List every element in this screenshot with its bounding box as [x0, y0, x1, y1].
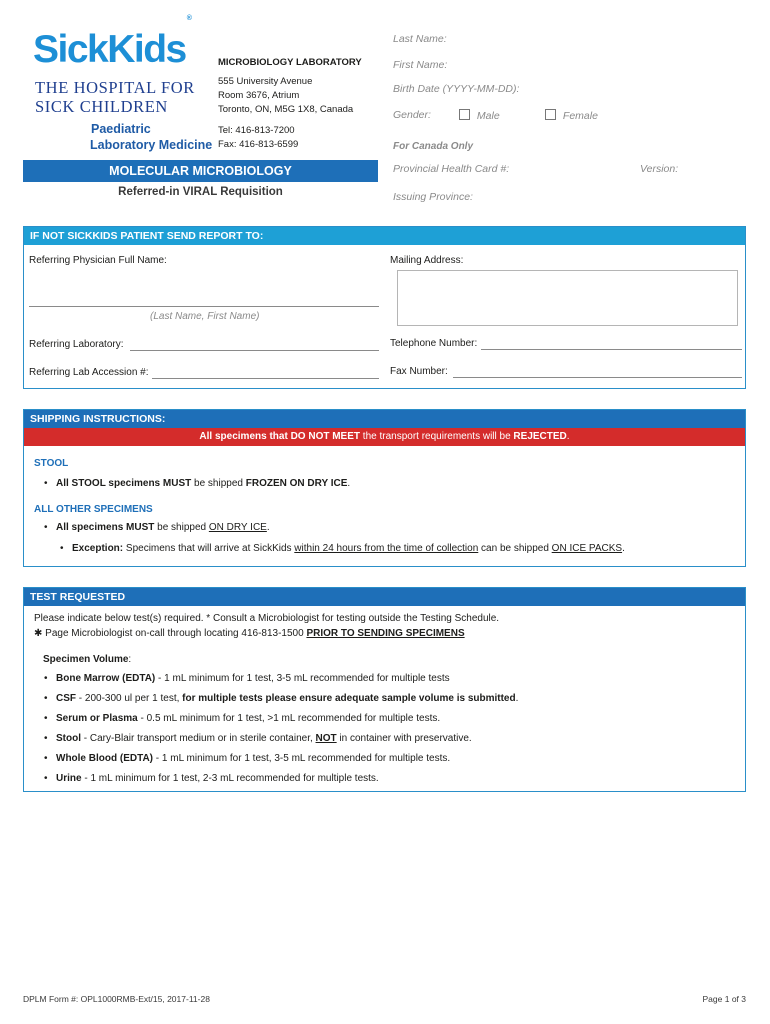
- exception-part-a: Exception:: [72, 543, 124, 554]
- mailing-address-label: Mailing Address:: [390, 255, 464, 266]
- sickkids-logo: [33, 15, 191, 71]
- warning-part-b: DO NOT MEET: [290, 431, 361, 442]
- exception-part-f: .: [622, 543, 625, 554]
- stool-part-c: FROZEN ON DRY ICE: [245, 478, 348, 489]
- list-item: • Urine - 1 mL minimum for 1 test, 2-3 mL recommended for multiple tests.: [44, 773, 379, 784]
- other-specimens-heading: ALL OTHER SPECIMENS: [34, 504, 153, 515]
- list-item: • Stool - Cary-Blair transport medium or in sterile container, NOT in container with preservative.: [44, 733, 472, 744]
- specimen-detail: - Cary-Blair transport medium or in sterile container,: [81, 733, 316, 744]
- specimen-name: Urine: [56, 773, 82, 784]
- hospital-name-line1: THE HOSPITAL FOR: [35, 78, 195, 97]
- other-specimens-instruction: • All specimens MUST be shipped ON DRY ICE.: [44, 522, 270, 533]
- other-part-d: .: [266, 522, 270, 533]
- first-name-label: First Name:: [393, 59, 448, 71]
- page-microbiologist-note: [34, 628, 465, 639]
- specimen-name: Serum or Plasma: [56, 713, 138, 724]
- other-part-c: ON DRY ICE: [208, 522, 267, 533]
- rejection-warning: [24, 428, 745, 446]
- male-label: Male: [476, 110, 500, 122]
- other-part-b: be shipped: [154, 522, 209, 533]
- address-line1: 555 University Avenue: [218, 76, 313, 87]
- name-format-hint: (Last Name, First Name): [150, 311, 260, 322]
- report-to-heading: IF NOT SICKKIDS PATIENT SEND REPORT TO:: [24, 227, 745, 245]
- logo-text: SickKids: [33, 28, 186, 71]
- fax-label: Fax Number:: [390, 366, 448, 377]
- page-number: Page 1 of 3: [702, 994, 746, 1004]
- specimen-tail: in container with preservative.: [336, 733, 472, 744]
- specimen-detail: - 1 mL minimum for 1 test, 3-5 mL recommended for multiple tests: [155, 673, 450, 684]
- mailing-address-field[interactable]: [397, 270, 738, 326]
- referring-lab-field[interactable]: [130, 350, 379, 351]
- lab-telephone: Tel: 416-813-7200: [218, 125, 295, 136]
- form-number: DPLM Form #: OPL1000RMB-Ext/15, 2017-11-28: [23, 994, 210, 1004]
- hospital-name-line2: SICK CHILDREN: [35, 97, 168, 116]
- canada-only-label: For Canada Only: [393, 141, 474, 152]
- lab-fax: Fax: 416-813-6599: [218, 139, 299, 150]
- male-checkbox[interactable]: [459, 109, 470, 120]
- issuing-province-label: Issuing Province:: [393, 191, 473, 203]
- specimen-emphasis: NOT: [315, 733, 337, 744]
- list-item: • CSF - 200-300 ul per 1 test, for multiple tests please ensure adequate sample volume is submitted.: [44, 693, 519, 704]
- address-line2: Room 3676, Atrium: [218, 90, 300, 101]
- specimen-detail: - 0.5 mL minimum for 1 test, >1 mL recommended for multiple tests.: [137, 713, 441, 724]
- lab-title: MICROBIOLOGY LABORATORY: [218, 57, 362, 68]
- health-card-label: Provincial Health Card #:: [393, 163, 510, 175]
- physician-name-label: Referring Physician Full Name:: [29, 255, 167, 266]
- version-label: Version:: [640, 163, 679, 175]
- test-requested-heading: TEST REQUESTED: [24, 588, 745, 606]
- department-line1: Paediatric: [91, 122, 151, 136]
- warning-part-e: .: [566, 431, 570, 442]
- stool-instruction: • All STOOL specimens MUST be shipped FROZEN ON DRY ICE.: [44, 478, 351, 489]
- page-note-part-b: PRIOR TO SENDING SPECIMENS: [306, 628, 465, 639]
- specimen-name: Stool: [56, 733, 81, 744]
- fax-field[interactable]: [453, 377, 742, 378]
- birth-date-label: Birth Date (YYYY-MM-DD):: [393, 83, 520, 95]
- warning-part-d: REJECTED: [513, 431, 567, 442]
- exception-instruction: • Exception: Specimens that will arrive at SickKids within 24 hours from the time of collection can be shipped ON ICE PACKS.: [60, 543, 625, 554]
- specimen-emphasis: for multiple tests please ensure adequate sample volume is submitted: [182, 693, 516, 704]
- exception-part-d: can be shipped: [478, 543, 552, 554]
- gender-label: Gender:: [393, 109, 431, 121]
- stool-heading: STOOL: [34, 458, 69, 469]
- department-name: [91, 121, 212, 153]
- telephone-label: Telephone Number:: [390, 338, 478, 349]
- specimen-detail: - 200-300 ul per 1 test,: [76, 693, 183, 704]
- female-label: Female: [562, 110, 598, 122]
- specimen-volume-text: Specimen Volume: [43, 654, 129, 665]
- form-subtitle: Referred-in VIRAL Requisition: [118, 186, 283, 198]
- shipping-heading: SHIPPING INSTRUCTIONS:: [24, 410, 745, 428]
- telephone-field[interactable]: [481, 349, 742, 350]
- registered-mark: ®: [186, 15, 191, 22]
- physician-name-field[interactable]: [29, 306, 379, 307]
- hospital-name: [35, 78, 195, 116]
- exception-part-b: Specimens that will arrive at SickKids: [123, 543, 295, 554]
- female-checkbox[interactable]: [545, 109, 556, 120]
- gender-male-option[interactable]: [459, 109, 500, 122]
- specimen-volume-label: [43, 654, 131, 665]
- specimen-detail: - 1 mL minimum for 1 test, 2-3 mL recommended for multiple tests.: [81, 773, 379, 784]
- specimen-name: CSF: [56, 693, 76, 704]
- stool-part-d: .: [347, 478, 351, 489]
- other-part-a: All specimens MUST: [56, 522, 155, 533]
- page-note-part-a: ✱ Page Microbiologist on-call through locating 416-813-1500: [34, 628, 307, 639]
- exception-part-e: ON ICE PACKS: [551, 543, 623, 554]
- gender-female-option[interactable]: [545, 109, 598, 122]
- list-item: • Whole Blood (EDTA) - 1 mL minimum for 1 test, 3-5 mL recommended for multiple tests.: [44, 753, 451, 764]
- list-item: • Serum or Plasma - 0.5 mL minimum for 1 test, >1 mL recommended for multiple tests.: [44, 713, 441, 724]
- specimen-detail: - 1 mL minimum for 1 test, 3-5 mL recommended for multiple tests.: [153, 753, 451, 764]
- department-line2: Laboratory Medicine: [90, 138, 213, 152]
- form-title: MOLECULAR MICROBIOLOGY: [23, 160, 378, 182]
- referring-lab-label: Referring Laboratory:: [29, 339, 124, 350]
- stool-part-b: be shipped: [191, 478, 246, 489]
- specimen-volume-colon: :: [128, 654, 132, 665]
- warning-part-a: All specimens that: [199, 431, 291, 442]
- exception-part-c: within 24 hours from the time of collection: [294, 543, 479, 554]
- accession-label: Referring Lab Accession #:: [29, 367, 149, 378]
- warning-part-c: the transport requirements will be: [360, 431, 514, 442]
- list-item: • Bone Marrow (EDTA) - 1 mL minimum for 1 test, 3-5 mL recommended for multiple tests: [44, 673, 450, 684]
- address-line3: Toronto, ON, M5G 1X8, Canada: [218, 104, 354, 115]
- specimen-tail: .: [515, 693, 519, 704]
- lab-contact: [218, 124, 298, 152]
- lab-address: [218, 75, 353, 117]
- last-name-label: Last Name:: [393, 33, 447, 45]
- specimen-name: Bone Marrow (EDTA): [56, 673, 156, 684]
- accession-field[interactable]: [152, 378, 379, 379]
- test-intro: Please indicate below test(s) required. * Consult a Microbiologist for testing outside the Testing Schedule.: [34, 613, 500, 624]
- stool-part-a: All STOOL specimens MUST: [56, 478, 192, 489]
- specimen-name: Whole Blood (EDTA): [56, 753, 154, 764]
